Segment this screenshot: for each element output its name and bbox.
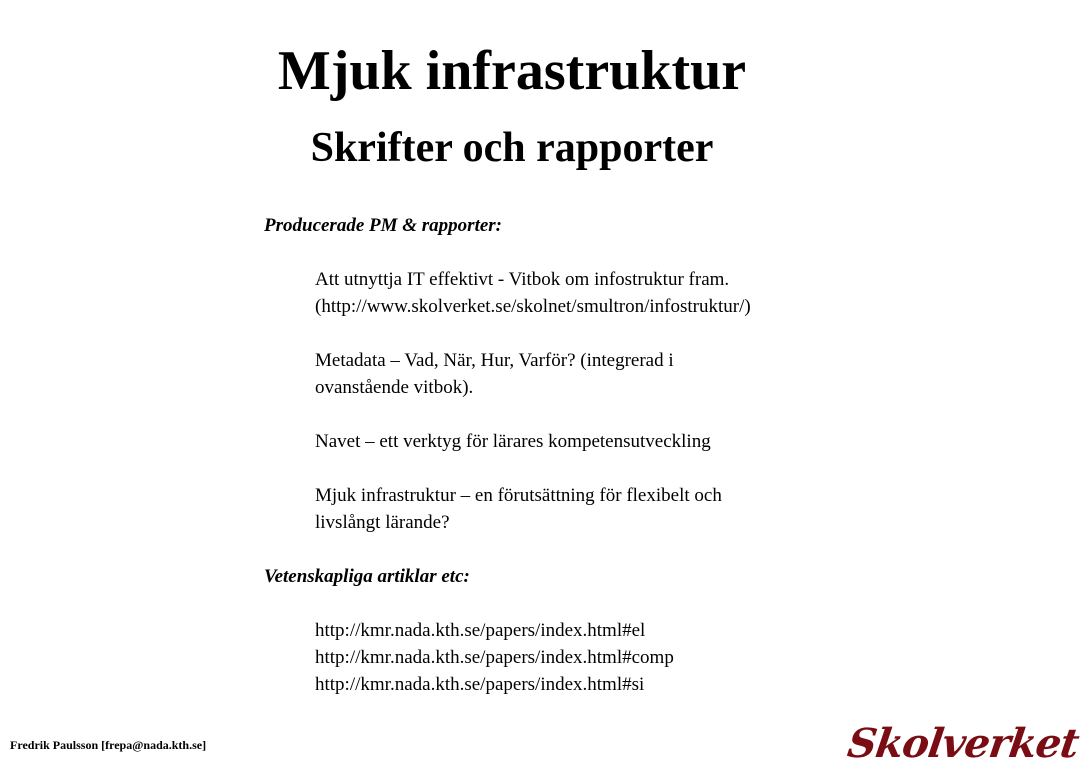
slide-title: Mjuk infrastruktur <box>277 40 747 102</box>
report-item-mjuk-infrastruktur: Mjuk infrastruktur – en förutsättning för flexibelt och livslångt lärande? <box>315 485 722 533</box>
article-link: http://kmr.nada.kth.se/papers/index.html#el <box>315 620 646 641</box>
article-link: http://kmr.nada.kth.se/papers/index.html#si <box>315 674 645 695</box>
footer-author: Fredrik Paulsson [frepa@nada.kth.se] <box>10 738 207 752</box>
slide-body <box>264 212 884 698</box>
skolverket-logo <box>844 720 1081 767</box>
skolverket-logo-text: Skolverket <box>844 720 1081 767</box>
report-item-metadata: Metadata – Vad, När, Hur, Varför? (integrerad i ovanstående vitbok). <box>315 350 674 398</box>
articles-heading: Vetenskapliga artiklar etc: <box>264 566 470 587</box>
slide-subtitle: Skrifter och rapporter <box>310 125 714 171</box>
report-item-vitbok: Att utnyttja IT effektivt - Vitbok om infostruktur fram. (http://www.skolverket.se/skolnet/smultron/infostruktur/) <box>315 269 751 317</box>
article-link: http://kmr.nada.kth.se/papers/index.html#comp <box>315 647 674 668</box>
reports-heading: Producerade PM & rapporter: <box>264 215 503 236</box>
report-item-navet: Navet – ett verktyg för lärares kompetensutveckling <box>315 431 711 452</box>
